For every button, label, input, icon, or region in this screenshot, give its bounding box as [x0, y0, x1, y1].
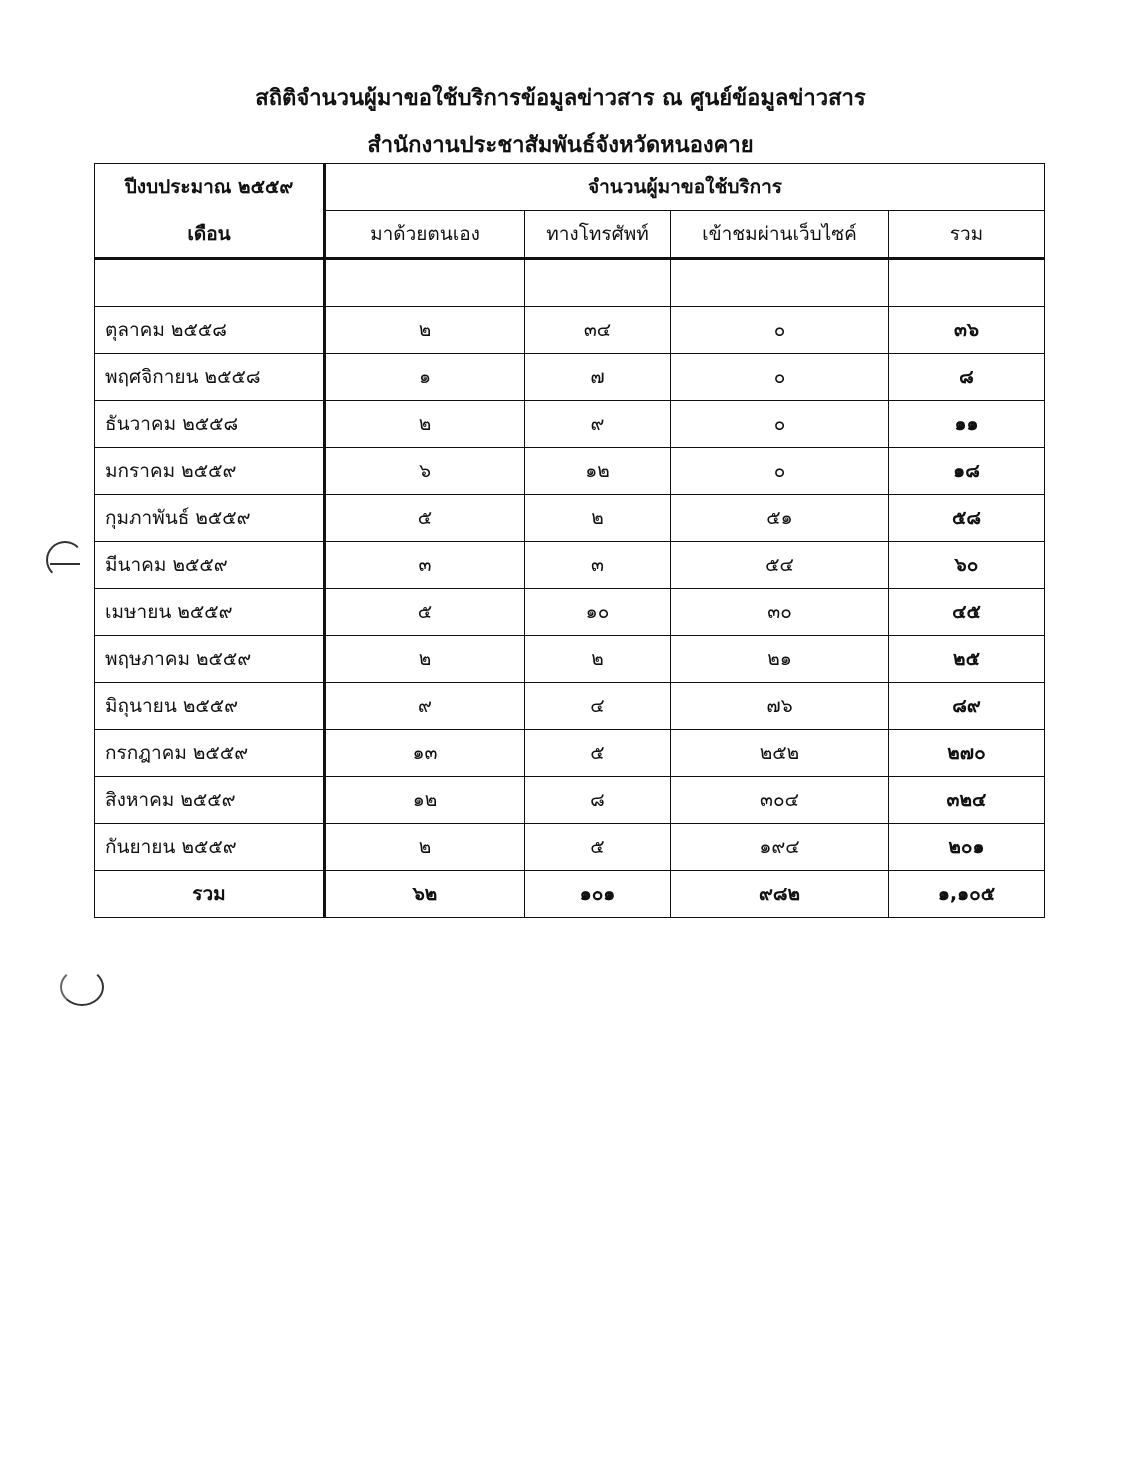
web-count-cell: ๒๑ — [671, 636, 889, 683]
phone-count-cell: ๕ — [525, 824, 671, 871]
table-row — [95, 683, 1045, 730]
phone-count-cell: ๙ — [525, 401, 671, 448]
empty-cell — [95, 259, 325, 307]
row-total-cell: ๑๑ — [889, 401, 1045, 448]
row-total-cell: ๓๖ — [889, 307, 1045, 354]
month-cell: กรกฎาคม ๒๕๕๙ — [95, 730, 325, 777]
header-row-2 — [95, 211, 1045, 259]
month-cell: มีนาคม ๒๕๕๙ — [95, 542, 325, 589]
self-count-cell: ๑๒ — [325, 777, 525, 824]
month-cell: มกราคม ๒๕๕๙ — [95, 448, 325, 495]
document-title: สถิติจำนวนผู้มาขอใช้บริการข้อมูลข่าวสาร ณ ศูนย์ข้อมูลข่าวสาร — [255, 86, 866, 111]
empty-cell — [671, 259, 889, 307]
self-count-cell: ๕ — [325, 589, 525, 636]
self-count-cell: ๖๒ — [325, 871, 525, 918]
web-count-cell: ๕๔ — [671, 542, 889, 589]
self-count-cell: ๒ — [325, 636, 525, 683]
self-count-cell: ๓ — [325, 542, 525, 589]
phone-count-cell: ๑๐๑ — [525, 871, 671, 918]
margin-handwritten-mark — [50, 563, 80, 565]
self-count-cell: ๒ — [325, 401, 525, 448]
table-row — [95, 542, 1045, 589]
row-total-cell: ๕๘ — [889, 495, 1045, 542]
empty-cell — [325, 259, 525, 307]
margin-handwritten-mark — [46, 541, 84, 579]
header-col-total: รวม — [889, 211, 1045, 259]
header-col-self: มาด้วยตนเอง — [325, 211, 525, 259]
row-total-cell: ๓๒๔ — [889, 777, 1045, 824]
phone-count-cell: ๑๒ — [525, 448, 671, 495]
web-count-cell: ๐ — [671, 448, 889, 495]
web-count-cell: ๐ — [671, 401, 889, 448]
row-total-cell: ๒๐๑ — [889, 824, 1045, 871]
table-row — [95, 636, 1045, 683]
row-total-cell: ๘๙ — [889, 683, 1045, 730]
empty-row — [95, 259, 1045, 307]
table-row — [95, 589, 1045, 636]
month-cell: พฤษภาคม ๒๕๕๙ — [95, 636, 325, 683]
month-cell: พฤศจิกายน ๒๕๕๘ — [95, 354, 325, 401]
phone-count-cell: ๗ — [525, 354, 671, 401]
table-row — [95, 730, 1045, 777]
row-total-cell: ๑,๑๐๕ — [889, 871, 1045, 918]
web-count-cell: ๒๕๒ — [671, 730, 889, 777]
month-cell: สิงหาคม ๒๕๕๙ — [95, 777, 325, 824]
row-total-cell: ๑๘ — [889, 448, 1045, 495]
month-cell: กันยายน ๒๕๕๙ — [95, 824, 325, 871]
web-count-cell: ๓๐ — [671, 589, 889, 636]
phone-count-cell: ๒ — [525, 495, 671, 542]
month-cell: กุมภาพันธ์ ๒๕๕๙ — [95, 495, 325, 542]
phone-count-cell: ๘ — [525, 777, 671, 824]
month-cell: มิถุนายน ๒๕๕๙ — [95, 683, 325, 730]
header-month: เดือน — [95, 211, 325, 259]
row-total-cell: ๒๗๐ — [889, 730, 1045, 777]
row-total-cell: ๖๐ — [889, 542, 1045, 589]
empty-cell — [525, 259, 671, 307]
table-row — [95, 495, 1045, 542]
phone-count-cell: ๑๐ — [525, 589, 671, 636]
empty-cell — [889, 259, 1045, 307]
self-count-cell: ๙ — [325, 683, 525, 730]
web-count-cell: ๗๖ — [671, 683, 889, 730]
month-cell: เมษายน ๒๕๕๙ — [95, 589, 325, 636]
header-row-1 — [95, 164, 1045, 211]
web-count-cell: ๑๙๔ — [671, 824, 889, 871]
phone-count-cell: ๓๔ — [525, 307, 671, 354]
margin-handwritten-mark — [60, 968, 104, 1006]
total-label: รวม — [95, 871, 325, 918]
statistics-table — [94, 163, 1045, 918]
self-count-cell: ๑๓ — [325, 730, 525, 777]
row-total-cell: ๔๕ — [889, 589, 1045, 636]
row-total-cell: ๒๕ — [889, 636, 1045, 683]
web-count-cell: ๐ — [671, 307, 889, 354]
row-total-cell: ๘ — [889, 354, 1045, 401]
table-row — [95, 307, 1045, 354]
month-cell: ตุลาคม ๒๕๕๘ — [95, 307, 325, 354]
web-count-cell: ๓๐๔ — [671, 777, 889, 824]
web-count-cell: ๙๘๒ — [671, 871, 889, 918]
header-year: ปีงบประมาณ ๒๕๕๙ — [95, 164, 325, 211]
total-row — [95, 871, 1045, 918]
self-count-cell: ๒ — [325, 824, 525, 871]
table-row — [95, 354, 1045, 401]
document-subtitle: สำนักงานประชาสัมพันธ์จังหวัดหนองคาย — [367, 133, 754, 158]
phone-count-cell: ๒ — [525, 636, 671, 683]
month-cell: ธันวาคม ๒๕๕๘ — [95, 401, 325, 448]
self-count-cell: ๕ — [325, 495, 525, 542]
header-service-count: จำนวนผู้มาขอใช้บริการ — [325, 164, 1045, 211]
table-row — [95, 401, 1045, 448]
header-col-web: เข้าชมผ่านเว็บไซค์ — [671, 211, 889, 259]
phone-count-cell: ๕ — [525, 730, 671, 777]
header-col-phone: ทางโทรศัพท์ — [525, 211, 671, 259]
phone-count-cell: ๓ — [525, 542, 671, 589]
web-count-cell: ๕๑ — [671, 495, 889, 542]
self-count-cell: ๒ — [325, 307, 525, 354]
table-row — [95, 824, 1045, 871]
web-count-cell: ๐ — [671, 354, 889, 401]
self-count-cell: ๑ — [325, 354, 525, 401]
table-row — [95, 777, 1045, 824]
table-row — [95, 448, 1045, 495]
phone-count-cell: ๔ — [525, 683, 671, 730]
self-count-cell: ๖ — [325, 448, 525, 495]
